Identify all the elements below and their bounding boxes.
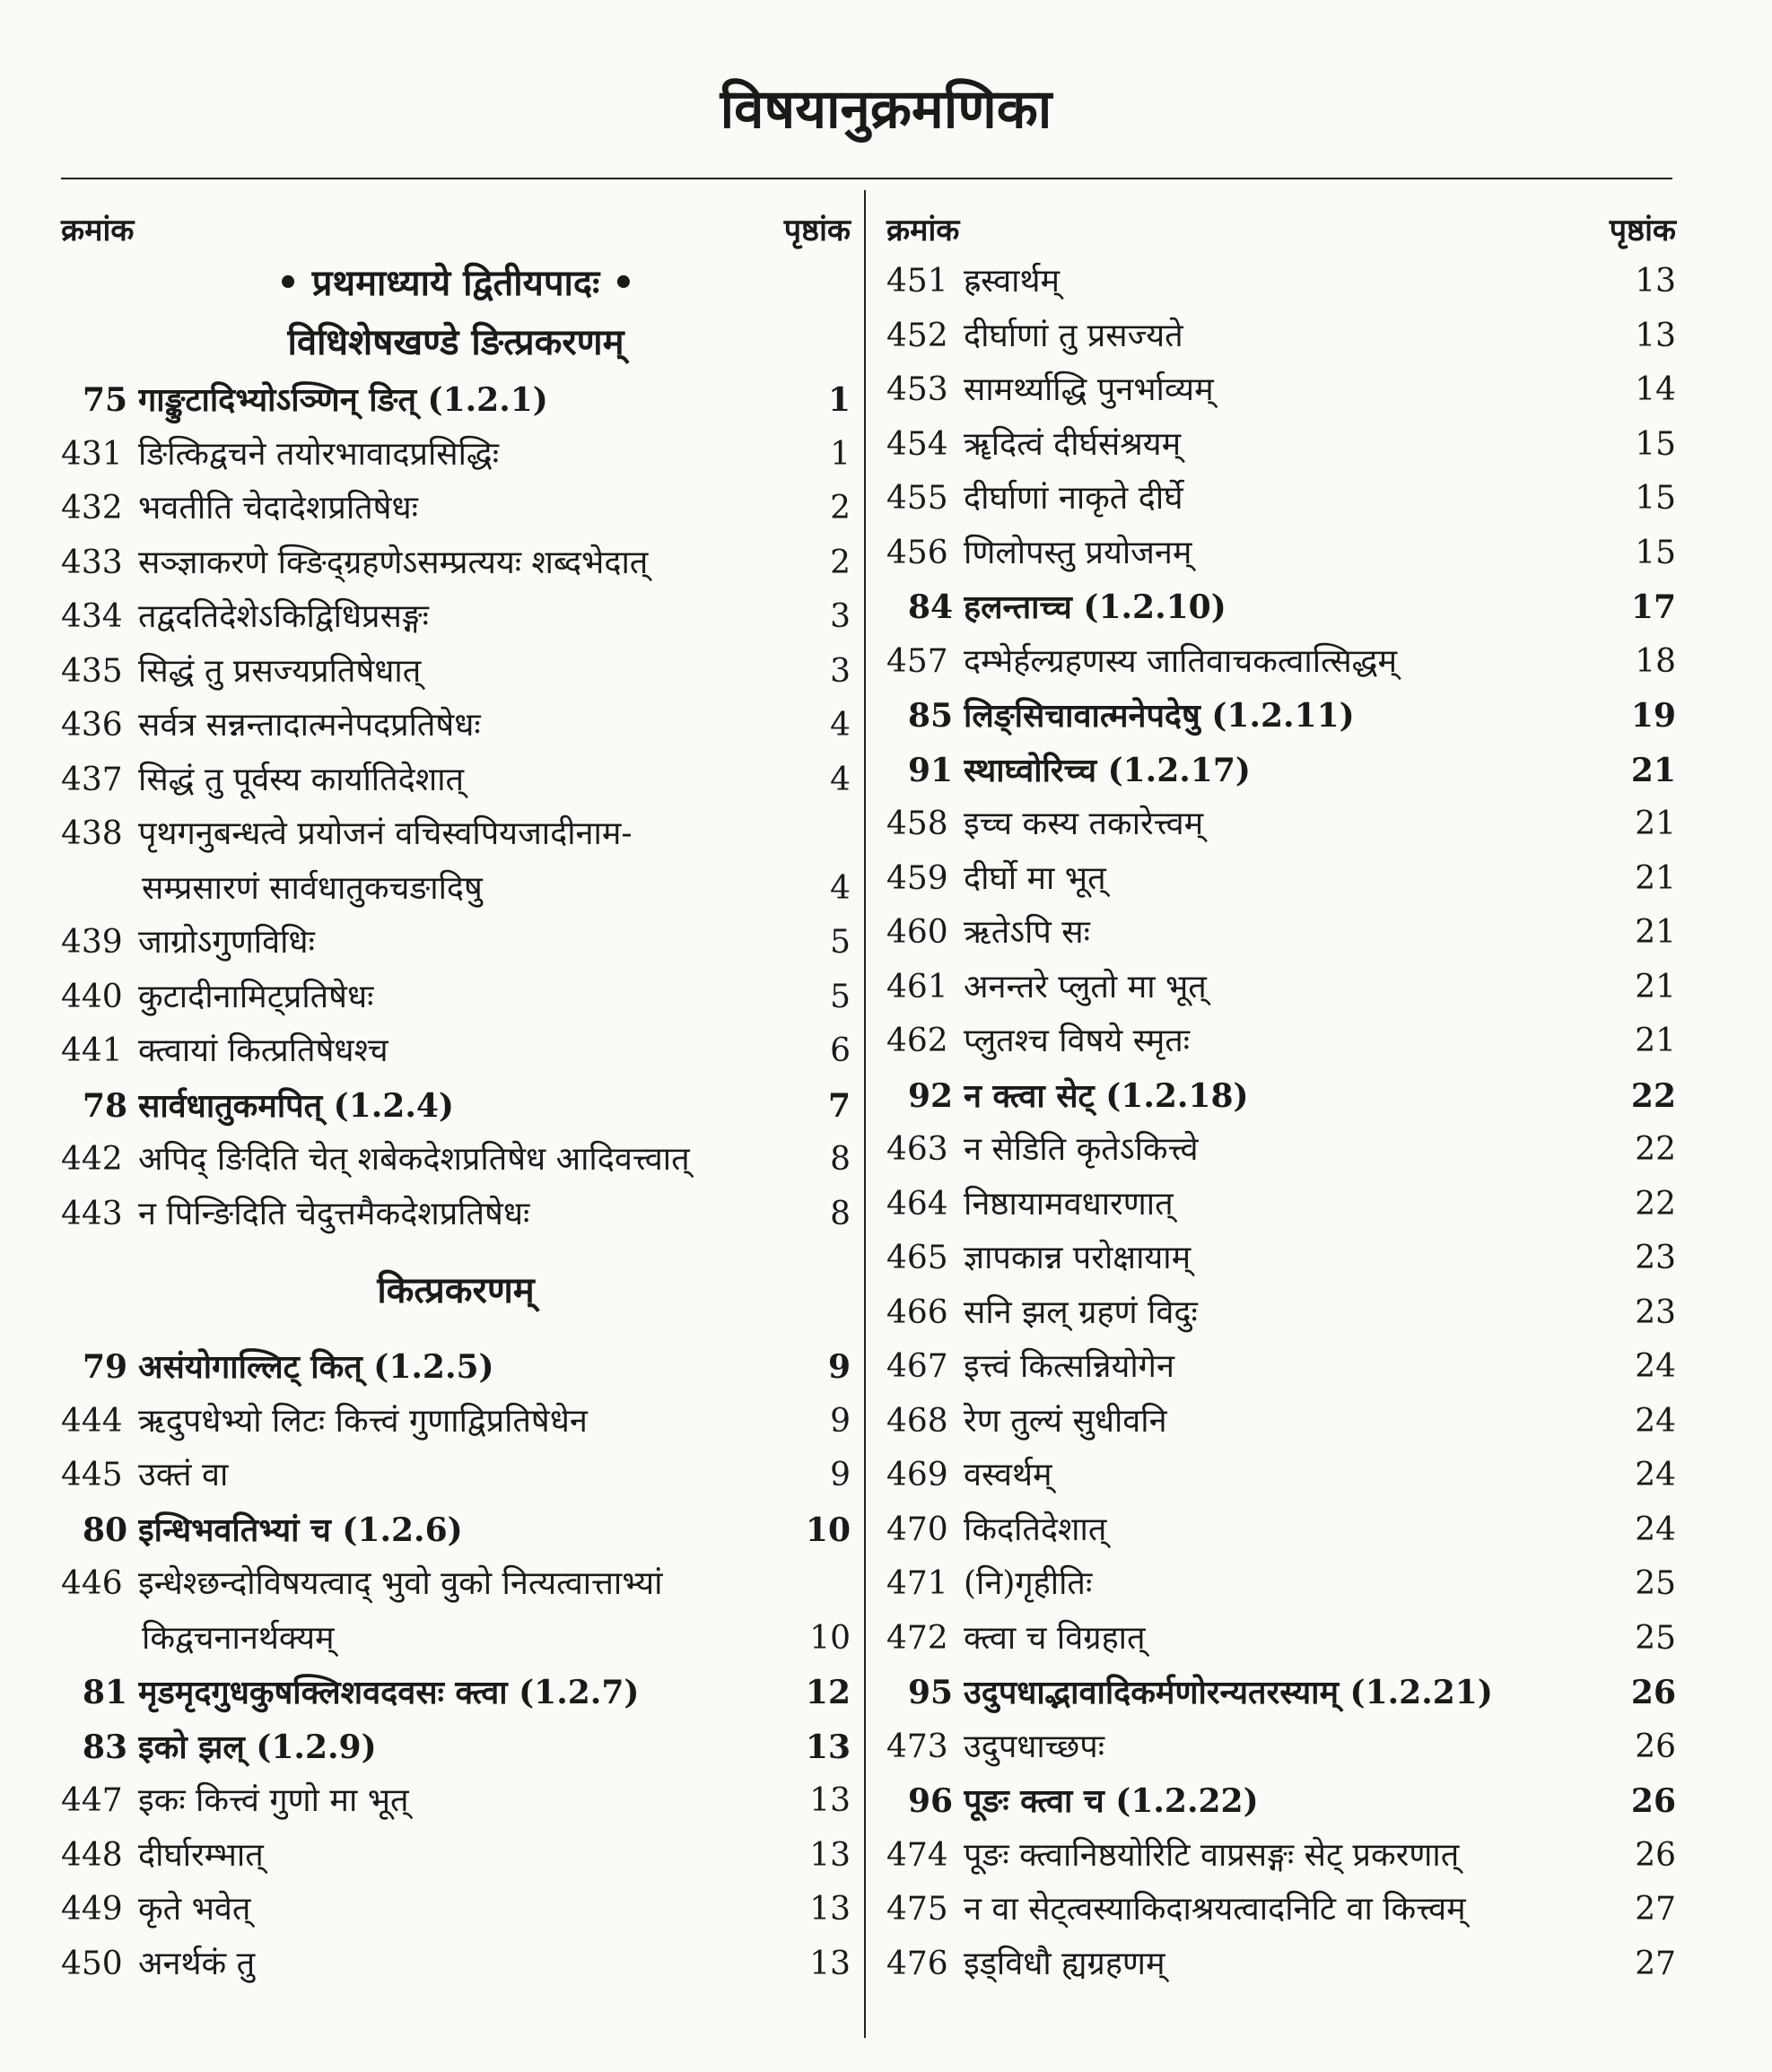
entry-page: 9 bbox=[830, 1402, 851, 1440]
entry-text: इड्विधौ ह्यग्रहणम् bbox=[964, 1945, 1165, 1982]
entry-page: 2 bbox=[830, 544, 851, 581]
entry-page: 21 bbox=[1635, 805, 1676, 842]
entry-number: 460 bbox=[886, 914, 948, 951]
sutra-entry bbox=[886, 1069, 1676, 1124]
entry-number: 475 bbox=[886, 1891, 948, 1928]
entry-page: 14 bbox=[1635, 371, 1676, 408]
entry-number: 462 bbox=[886, 1023, 948, 1059]
entry-page: 26 bbox=[1635, 1836, 1676, 1874]
vartika-entry bbox=[61, 753, 851, 808]
entry-page: 3 bbox=[830, 598, 851, 635]
vartika-entry bbox=[886, 472, 1676, 527]
entry-text: दीर्घारम्भात् bbox=[138, 1836, 264, 1874]
entry-number: 79 bbox=[83, 1348, 128, 1386]
entry-page: 25 bbox=[1635, 1565, 1676, 1602]
entry-number: 96 bbox=[908, 1782, 954, 1820]
entry-number: 453 bbox=[886, 371, 948, 408]
vartika-entry bbox=[886, 1123, 1676, 1178]
entry-text: पूङः क्त्वा च (1.2.22) bbox=[964, 1782, 1259, 1820]
entry-page: 22 bbox=[1635, 1131, 1676, 1168]
entry-text: न क्त्वा सेट् (1.2.18) bbox=[964, 1076, 1249, 1115]
entry-number: 474 bbox=[886, 1836, 948, 1874]
vartika-entry bbox=[886, 1557, 1676, 1612]
entry-text: इत्त्वं कित्सन्नियोगेन bbox=[964, 1348, 1174, 1385]
entry-text: लिङ्सिचावात्मनेपदेषु (1.2.11) bbox=[964, 697, 1355, 735]
entry-text: दीर्घाणां तु प्रसज्यते bbox=[964, 317, 1183, 354]
entry-text: सम्प्रसारणं सार्वधातुकचङादिषु bbox=[142, 869, 483, 907]
entry-number: 437 bbox=[61, 761, 123, 798]
entry-text: उदुपधाच्छपः bbox=[964, 1728, 1104, 1765]
sutra-entry bbox=[61, 373, 851, 428]
entry-page: 21 bbox=[1635, 859, 1676, 897]
entry-text: पृथगनुबन्धत्वे प्रयोजनं वचिस्वपियजादीनाम- bbox=[138, 815, 633, 852]
entry-number: 446 bbox=[61, 1565, 123, 1602]
entry-number: 461 bbox=[886, 968, 948, 1006]
entry-text: अनर्थकं तु bbox=[138, 1945, 256, 1982]
entry-page: 13 bbox=[809, 1782, 851, 1819]
entry-text: असंयोगाल्लिट् कित् (1.2.5) bbox=[138, 1348, 494, 1386]
entry-page: 21 bbox=[1630, 751, 1676, 789]
vartika-entry bbox=[61, 1395, 851, 1450]
entry-number: 440 bbox=[61, 978, 123, 1015]
entry-number: 75 bbox=[83, 381, 128, 419]
entry-text: न वा सेट्त्वस्याकिदाश्रयत्वादनिटि वा कित्त्वम् bbox=[964, 1891, 1466, 1928]
vartika-entry bbox=[886, 1014, 1676, 1069]
sutra-entry bbox=[61, 1720, 851, 1775]
entry-page: 1 bbox=[830, 435, 851, 473]
entry-page: 13 bbox=[809, 1836, 851, 1874]
entry-page: 5 bbox=[830, 924, 851, 961]
entry-text: क्त्वा च विग्रहात् bbox=[964, 1619, 1146, 1657]
entry-text: अपिद् ङिदिति चेत् शबेकदेशप्रतिषेध आदिवत्त्वात् bbox=[138, 1141, 690, 1178]
entry-page: 15 bbox=[1635, 480, 1676, 517]
entry-number: 432 bbox=[61, 490, 123, 527]
entry-number: 458 bbox=[886, 805, 948, 842]
entry-number: 456 bbox=[886, 534, 948, 571]
entry-number: 448 bbox=[61, 1836, 123, 1874]
vartika-entry bbox=[886, 1340, 1676, 1395]
entry-text: सनि झल् ग्रहणं विदुः bbox=[964, 1293, 1198, 1331]
vartika-entry bbox=[886, 1449, 1676, 1503]
entry-page: 9 bbox=[827, 1348, 851, 1386]
sutra-entry bbox=[61, 1666, 851, 1720]
entry-page: 13 bbox=[1635, 317, 1676, 354]
sutra-entry bbox=[886, 744, 1676, 798]
section-heading-kit: कित्प्रकरणम् bbox=[377, 1270, 535, 1311]
vartika-entry bbox=[886, 1178, 1676, 1232]
entry-number: 464 bbox=[886, 1185, 948, 1223]
vartika-entry bbox=[61, 1449, 851, 1503]
entry-page: 15 bbox=[1635, 534, 1676, 571]
vartika-entry bbox=[886, 961, 1676, 1015]
entry-page: 4 bbox=[830, 761, 851, 798]
entry-text: तद्वदतिदेशेऽकिद्विधिप्रसङ्गः bbox=[138, 598, 429, 635]
page-title: विषयानुक्रमणिका bbox=[720, 78, 1052, 141]
entry-text: सर्वत्र सन्नन्तादात्मनेपदप्रतिषेधः bbox=[138, 707, 481, 744]
entry-page: 18 bbox=[1635, 642, 1676, 680]
entry-page: 8 bbox=[830, 1195, 851, 1232]
entry-text: दीर्घो मा भूत् bbox=[964, 859, 1106, 897]
entry-page: 10 bbox=[809, 1619, 851, 1657]
vartika-entry bbox=[886, 1503, 1676, 1558]
entry-number: 449 bbox=[61, 1891, 123, 1928]
entry-number: 472 bbox=[886, 1619, 948, 1657]
entry-text: पूङः क्त्वानिष्ठयोरिटि वाप्रसङ्गः सेट् प्रकरणात् bbox=[964, 1836, 1460, 1874]
vartika-entry bbox=[61, 971, 851, 1025]
entry-number: 80 bbox=[83, 1510, 128, 1549]
entry-number: 81 bbox=[83, 1674, 128, 1711]
entry-text: इन्धेश्छन्दोविषयत्वाद् भुवो वुको नित्यत्वात्ताभ्यां bbox=[138, 1565, 663, 1602]
entry-text: कुटादीनामिट्प्रतिषेधः bbox=[138, 978, 374, 1015]
entry-text: (नि)गृहीतिः bbox=[964, 1565, 1093, 1602]
vartika-entry bbox=[886, 852, 1676, 907]
vartika-entry bbox=[61, 482, 851, 536]
vartika-entry bbox=[61, 645, 851, 700]
left-list-b bbox=[61, 1340, 851, 1991]
entry-text: दीर्घाणां नाकृते दीर्घे bbox=[964, 480, 1183, 517]
entry-text: ऋतेऽपि सः bbox=[964, 914, 1090, 951]
vartika-entry bbox=[61, 1883, 851, 1937]
entry-number: 465 bbox=[886, 1240, 948, 1276]
entry-text: भवतीति चेदादेशप्रतिषेधः bbox=[138, 490, 418, 527]
entry-number: 442 bbox=[61, 1141, 123, 1178]
entry-text: प्लुतश्च विषये स्मृतः bbox=[964, 1023, 1191, 1059]
header-rule bbox=[61, 178, 1672, 179]
entry-number: 435 bbox=[61, 652, 123, 690]
vartika-entry bbox=[886, 255, 1676, 309]
entry-page: 24 bbox=[1635, 1457, 1676, 1493]
left-list-a bbox=[61, 373, 851, 1241]
entry-number: 85 bbox=[908, 697, 954, 735]
chapter-heading: • प्रथमाध्याये द्वितीयपादः • bbox=[276, 263, 635, 304]
entry-text: निष्ठायामवधारणात् bbox=[964, 1185, 1174, 1223]
entry-text: ॠदित्वं दीर्घसंश्रयम् bbox=[964, 425, 1182, 463]
entry-text: जाग्रोऽगुणविधिः bbox=[138, 924, 315, 961]
entry-text: उक्तं वा bbox=[138, 1457, 229, 1493]
left-column bbox=[61, 208, 851, 1991]
entry-page: 26 bbox=[1635, 1728, 1676, 1765]
vartika-entry bbox=[886, 1937, 1676, 1992]
entry-text: इकः कित्त्वं गुणो मा भूत् bbox=[138, 1782, 409, 1819]
vartika-entry bbox=[886, 635, 1676, 690]
vartika-entry bbox=[886, 418, 1676, 473]
entry-page: 22 bbox=[1630, 1076, 1676, 1115]
vartika-entry bbox=[61, 428, 851, 483]
entry-number: 450 bbox=[61, 1945, 123, 1982]
vartika-entry bbox=[61, 590, 851, 645]
entry-page: 2 bbox=[830, 490, 851, 527]
entry-number: 438 bbox=[61, 815, 123, 852]
vartika-entry bbox=[886, 527, 1676, 581]
entry-text: ऋदुपधेभ्यो लिटः कित्त्वं गुणाद्विप्रतिषेधेन bbox=[138, 1402, 588, 1440]
entry-number: 471 bbox=[886, 1565, 948, 1602]
entry-number: 91 bbox=[908, 751, 954, 789]
entry-text: गाङ्कुटादिभ्योऽञ्णिन् ङित् (1.2.1) bbox=[138, 381, 548, 419]
vartika-entry bbox=[886, 906, 1676, 961]
vartika-entry bbox=[61, 862, 851, 917]
entry-number: 445 bbox=[61, 1457, 123, 1493]
entry-text: न पिन्ङिदिति चेदुत्तमैकदेशप्रतिषेधः bbox=[138, 1195, 530, 1232]
entry-number: 439 bbox=[61, 924, 123, 961]
left-column-header bbox=[61, 208, 851, 255]
entry-page: 23 bbox=[1635, 1293, 1676, 1331]
sutra-entry bbox=[61, 1079, 851, 1134]
entry-page: 24 bbox=[1635, 1510, 1676, 1548]
sutra-entry bbox=[886, 580, 1676, 635]
section-heading-nit: विधिशेषखण्डे ङित्प्रकरणम् bbox=[287, 322, 624, 363]
entry-page: 19 bbox=[1630, 697, 1676, 735]
entry-number: 466 bbox=[886, 1293, 948, 1331]
entry-text: अनन्तरे प्लुतो मा भूत् bbox=[964, 968, 1207, 1006]
entry-number: 441 bbox=[61, 1032, 123, 1069]
entry-number: 468 bbox=[886, 1402, 948, 1440]
entry-page: 10 bbox=[805, 1510, 851, 1549]
entry-page: 13 bbox=[809, 1945, 851, 1982]
entry-page: 25 bbox=[1635, 1619, 1676, 1657]
serial-header: क्रमांक bbox=[61, 213, 135, 248]
right-column bbox=[886, 208, 1676, 1991]
vartika-entry bbox=[886, 1883, 1676, 1937]
entry-number: 431 bbox=[61, 435, 123, 473]
entry-number: 444 bbox=[61, 1402, 123, 1440]
serial-header: क्रमांक bbox=[886, 213, 960, 248]
entry-text: किदतिदेशात् bbox=[964, 1510, 1107, 1548]
entry-number: 451 bbox=[886, 263, 948, 300]
entry-number: 83 bbox=[83, 1728, 128, 1766]
entry-number: 434 bbox=[61, 598, 123, 635]
entry-page: 6 bbox=[830, 1032, 851, 1069]
entry-page: 22 bbox=[1635, 1185, 1676, 1223]
entry-text: रेण तुल्यं सुधीवनि bbox=[964, 1402, 1167, 1440]
vartika-entry bbox=[61, 1774, 851, 1829]
entry-number: 470 bbox=[886, 1510, 948, 1548]
entry-page: 12 bbox=[805, 1674, 851, 1711]
entry-text: कृते भवेत् bbox=[138, 1891, 251, 1928]
vartika-entry bbox=[61, 1829, 851, 1884]
vartika-entry bbox=[886, 1232, 1676, 1286]
entry-number: 447 bbox=[61, 1782, 123, 1819]
vartika-entry bbox=[886, 797, 1676, 852]
entry-text: णिलोपस्तु प्रयोजनम् bbox=[964, 534, 1192, 571]
entry-page: 1 bbox=[827, 381, 851, 419]
page-header: पृष्ठांक bbox=[1609, 213, 1676, 248]
entry-text: मृडमृदगुधकुषक्लिशवदवसः क्त्वा (1.2.7) bbox=[138, 1674, 640, 1711]
entry-text: इच्च कस्य तकारेत्त्वम् bbox=[964, 805, 1204, 842]
entry-text: न सेडिति कृतेऽकित्त्वे bbox=[964, 1131, 1199, 1168]
entry-page: 4 bbox=[830, 869, 851, 907]
entry-text: ङित्किद्वचने तयोरभावादप्रसिद्धिः bbox=[138, 435, 499, 473]
vartika-entry bbox=[61, 536, 851, 591]
entry-page: 26 bbox=[1630, 1674, 1676, 1711]
entry-number: 84 bbox=[908, 588, 954, 626]
vartika-entry bbox=[886, 1612, 1676, 1667]
vartika-entry bbox=[61, 1188, 851, 1242]
entry-number: 455 bbox=[886, 480, 948, 517]
entry-text: सार्वधातुकमपित् (1.2.4) bbox=[138, 1086, 454, 1125]
entry-page: 5 bbox=[830, 978, 851, 1015]
vartika-entry bbox=[61, 1612, 851, 1667]
right-list bbox=[886, 255, 1676, 1991]
entry-page: 23 bbox=[1635, 1240, 1676, 1276]
entry-page: 3 bbox=[830, 652, 851, 690]
sutra-entry bbox=[886, 689, 1676, 744]
entry-text: इन्धिभवतिभ्यां च (1.2.6) bbox=[138, 1510, 463, 1549]
entry-page: 9 bbox=[830, 1457, 851, 1493]
entry-page: 13 bbox=[809, 1891, 851, 1928]
entry-number: 436 bbox=[61, 707, 123, 744]
entry-page: 15 bbox=[1635, 425, 1676, 463]
entry-number: 469 bbox=[886, 1457, 948, 1493]
entry-page: 13 bbox=[1635, 263, 1676, 300]
entry-text: ज्ञापकान्न परोक्षायाम् bbox=[964, 1240, 1192, 1276]
entry-number: 92 bbox=[908, 1076, 954, 1115]
column-divider bbox=[864, 190, 866, 2038]
entry-text: क्त्वायां कित्प्रतिषेधश्च bbox=[138, 1032, 388, 1069]
entry-page: 27 bbox=[1635, 1945, 1676, 1982]
entry-number: 459 bbox=[886, 859, 948, 897]
page-header: पृष्ठांक bbox=[783, 213, 851, 248]
entry-number: 443 bbox=[61, 1195, 123, 1232]
vartika-entry bbox=[886, 1395, 1676, 1450]
entry-page: 24 bbox=[1635, 1402, 1676, 1440]
vartika-entry bbox=[886, 1720, 1676, 1775]
entry-text: ह्रस्वार्थम् bbox=[964, 263, 1060, 300]
sutra-entry bbox=[886, 1666, 1676, 1720]
entry-number: 95 bbox=[908, 1674, 954, 1711]
entry-page: 21 bbox=[1635, 968, 1676, 1006]
entry-text: उदुपधाद्भावादिकर्मणोरन्यतरस्याम् (1.2.21) bbox=[964, 1674, 1493, 1711]
entry-number: 452 bbox=[886, 317, 948, 354]
entry-text: हलन्ताच्च (1.2.10) bbox=[964, 588, 1226, 626]
entry-text: सञ्ज्ञाकरणे क्ङिद्ग्रहणेऽसम्प्रत्ययः शब्दभेदात् bbox=[138, 544, 649, 581]
entry-text: किद्वचनानर्थक्यम् bbox=[142, 1619, 335, 1657]
entry-text: सामर्थ्याद्धि पुनर्भाव्यम् bbox=[964, 371, 1214, 408]
entry-number: 476 bbox=[886, 1945, 948, 1982]
vartika-entry bbox=[61, 1937, 851, 1992]
entry-number: 433 bbox=[61, 544, 123, 581]
entry-page: 24 bbox=[1635, 1348, 1676, 1385]
vartika-entry bbox=[886, 1286, 1676, 1341]
entry-text: दम्भेर्हल्ग्रहणस्य जातिवाचकत्वात्सिद्धम् bbox=[964, 642, 1397, 680]
vartika-entry bbox=[886, 1829, 1676, 1884]
vartika-entry bbox=[61, 699, 851, 753]
sutra-entry bbox=[886, 1774, 1676, 1829]
entry-text: इको झल् (1.2.9) bbox=[138, 1728, 377, 1766]
right-column-header bbox=[886, 208, 1676, 255]
entry-page: 7 bbox=[827, 1086, 851, 1125]
entry-number: 454 bbox=[886, 425, 948, 463]
sutra-entry bbox=[61, 1340, 851, 1395]
entry-text: वस्वर्थम् bbox=[964, 1457, 1052, 1493]
entry-number: 457 bbox=[886, 642, 948, 680]
entry-page: 21 bbox=[1635, 914, 1676, 951]
entry-number: 473 bbox=[886, 1728, 948, 1765]
sutra-entry bbox=[61, 1503, 851, 1558]
entry-text: सिद्धं तु प्रसज्यप्रतिषेधात् bbox=[138, 652, 422, 690]
vartika-entry bbox=[61, 1557, 851, 1612]
vartika-entry bbox=[61, 1133, 851, 1188]
entry-page: 13 bbox=[805, 1728, 851, 1766]
vartika-entry bbox=[886, 363, 1676, 418]
entry-number: 78 bbox=[83, 1086, 128, 1125]
vartika-entry bbox=[61, 916, 851, 971]
vartika-entry bbox=[886, 309, 1676, 364]
entry-text: सिद्धं तु पूर्वस्य कार्यातिदेशात् bbox=[138, 761, 465, 798]
entry-number: 467 bbox=[886, 1348, 948, 1385]
entry-text: स्थाघ्वोरिच्च (1.2.17) bbox=[964, 751, 1251, 789]
entry-page: 27 bbox=[1635, 1891, 1676, 1928]
entry-page: 8 bbox=[830, 1141, 851, 1178]
entry-page: 17 bbox=[1630, 588, 1676, 626]
entry-number: 463 bbox=[886, 1131, 948, 1168]
vartika-entry bbox=[61, 807, 851, 862]
entry-page: 4 bbox=[830, 707, 851, 744]
entry-page: 26 bbox=[1630, 1782, 1676, 1820]
vartika-entry bbox=[61, 1024, 851, 1079]
entry-page: 21 bbox=[1635, 1023, 1676, 1059]
